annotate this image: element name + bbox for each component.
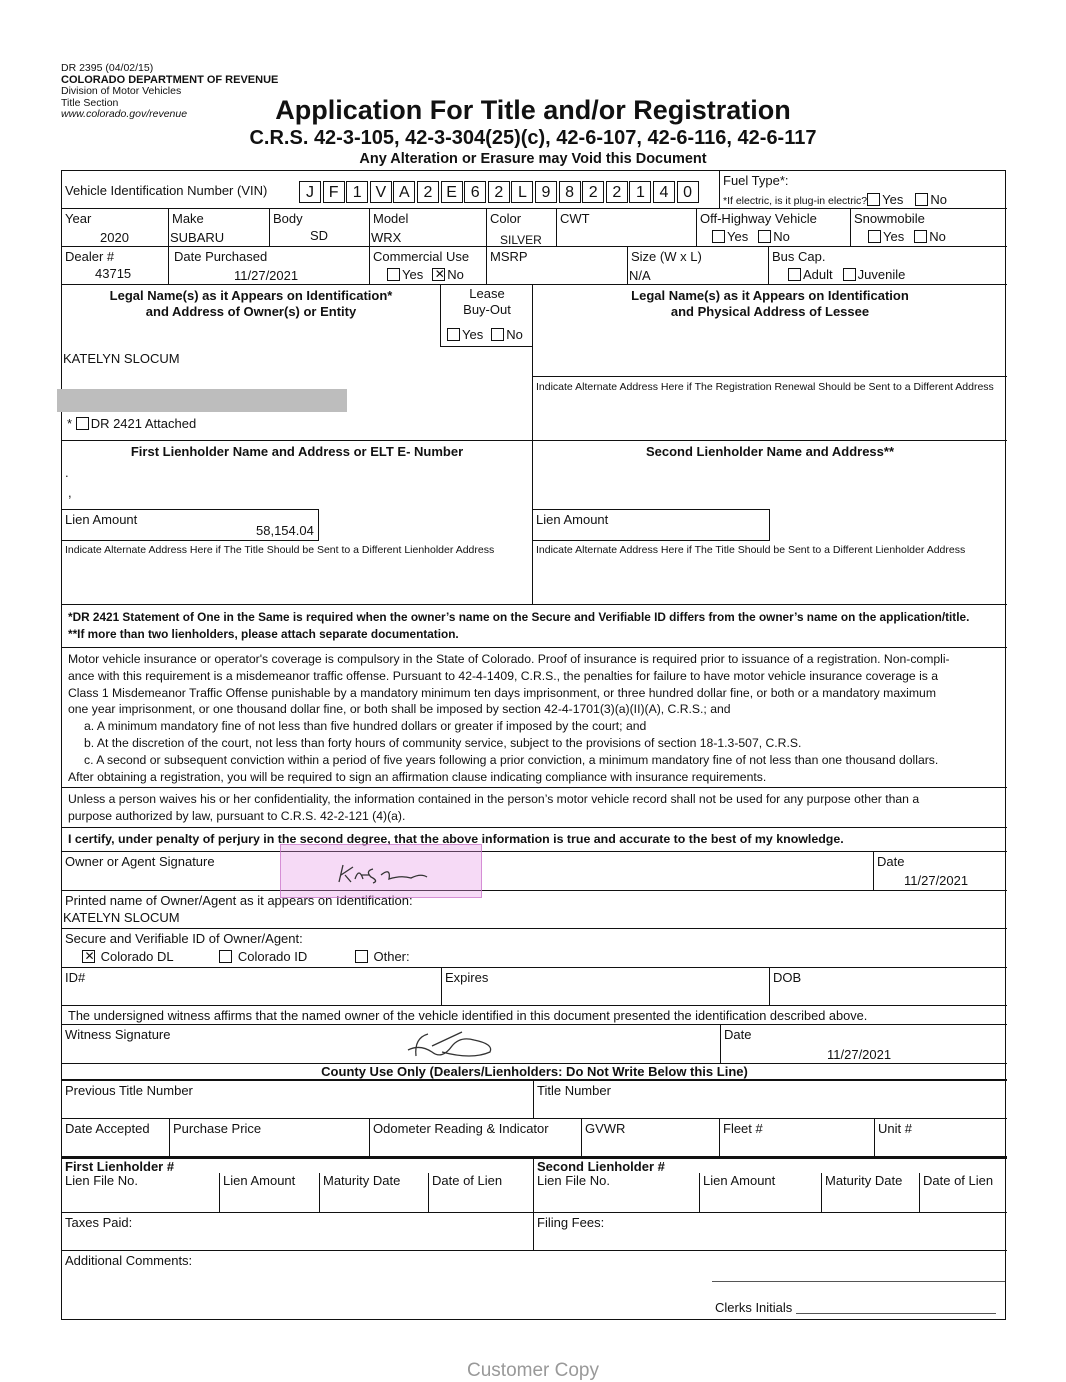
model-value[interactable]: WRX [371, 230, 402, 245]
lien1-maturity-cell [320, 1173, 429, 1213]
owner-heading: Legal Name(s) as it Appears on Identification* and Address of Owner(s) or Entity [109, 288, 393, 319]
fuel-electric: *If electric, is it plug-in electric? Yes No [723, 192, 947, 207]
body-label: Body [273, 211, 303, 226]
make-label: Make [172, 211, 204, 226]
vin-char-box[interactable]: A [393, 181, 415, 203]
lease-no-checkbox[interactable] [491, 328, 504, 341]
ohv-no-checkbox[interactable] [758, 230, 771, 243]
first-lien-amount-value[interactable]: 58,154.04 [256, 523, 314, 538]
lien1-file-cell [62, 1173, 220, 1213]
cwt-label: CWT [560, 211, 590, 226]
make-cell [169, 209, 270, 247]
second-lien-header-cell [534, 1157, 1007, 1173]
printed-name-label: Printed name of Owner/Agent as it appears on Identification: [65, 893, 413, 908]
first-lienholder-line1[interactable]: . [65, 465, 69, 480]
second-lien-amount-label: Lien Amount [536, 512, 609, 527]
unit-cell [875, 1119, 1007, 1157]
date-purchased-label: Date Purchased [174, 249, 268, 264]
model-cell [370, 209, 487, 247]
odometer-cell [370, 1119, 582, 1157]
secure-id-label: Secure and Verifiable ID of Owner/Agent: [65, 931, 303, 946]
form-body [61, 170, 1006, 1320]
id-number-cell [62, 968, 442, 1006]
commercial-use-label: Commercial Use [373, 249, 470, 264]
dealer-label: Dealer # [65, 249, 115, 264]
fuel-no-checkbox[interactable] [915, 193, 928, 206]
witness-affirm-text: The undersigned witness affirms that the named owner of the vehicle identified in this document presented the identification described above. [68, 1008, 868, 1023]
date-accepted-cell [62, 1119, 170, 1157]
vin-char-box[interactable]: E [441, 181, 463, 203]
vin-char-box[interactable]: 2 [488, 181, 510, 203]
owner-signature-date-value[interactable]: 11/27/2021 [904, 873, 969, 888]
fleet-cell [720, 1119, 875, 1157]
owner-signature-image [281, 845, 483, 899]
first-lien-amount-label: Lien Amount [65, 512, 138, 527]
body-value[interactable]: SD [310, 228, 329, 243]
vin-char-box[interactable]: 4 [653, 181, 675, 203]
county-heading: County Use Only (Dealers/Lienholders: Do Not Write Below this Line) [321, 1064, 748, 1079]
insurance-cell [62, 648, 1007, 788]
unit-label: Unit # [878, 1121, 912, 1136]
lien1-maturity-label: Maturity Date [323, 1173, 401, 1188]
redacted-address [57, 389, 347, 412]
size-value[interactable]: N/A [629, 268, 651, 283]
insurance-text: Motor vehicle insurance or operator's coverage is compulsory in the State of Colorado. Proof of insurance is required prior to issuance of a registration. Non-compli- ance with this requirement is a misdemeanor traffic offense. Pursuant to 42-4-1409, C.R.S., the penalties for failure to have motor vehicle insurance coverage is a Class 1 Misdemeanor Traffic Offense punishable by a mandatory minimum ten days imprisonment, or three hundred dollar fine, or both or a mandatory maximum one year imprisonment, or one thousand dollar fine, or both shall be imposed by section 42-4-1701(3)(a)(II)(A), C.R.S.; and a. A minimum mandatory fine of not less than five hundred dollars or greater if imposed by the court; and b. At the discretion of the court, not less than forty hours of community service, subject to the provisions of section 18-1.3-507, C.R.S. c. A second or subsequent conviction within a period of five years following a prior conviction, a minimum mandatory fine of not less than one thousand dollars. After obtaining a registration, you will be required to sign an affirmation clause indicating compliance with insurance requirements. [68, 652, 950, 784]
website: www.colorado.gov/revenue [61, 108, 188, 120]
second-lien-number-label: Second Lienholder # [537, 1159, 665, 1173]
first-lien-alt-cell [62, 541, 533, 605]
lessee-alt-label: Indicate Alternate Address Here if The Registration Renewal Should be Sent to a Different Address [536, 381, 994, 393]
notes-cell [62, 605, 1007, 648]
bus-cell [769, 247, 1007, 285]
lien2-amount-cell [700, 1173, 822, 1213]
witness-signature-label: Witness Signature [65, 1027, 171, 1042]
lien1-date-cell [429, 1173, 534, 1213]
witness-date-label: Date [724, 1027, 752, 1042]
department: COLORADO DEPARTMENT OF REVENUE [61, 73, 279, 86]
privacy-text: Unless a person waives his or her confidentiality, the information contained in the person’s motor vehicle record shall not be used for any purpose other than a purpose authorized by law, pursuant to C.R.S. 42-2-121 (4)(a). [68, 792, 920, 823]
snow-no-checkbox[interactable] [914, 230, 927, 243]
first-lien-header-cell [62, 1157, 534, 1173]
colorado-dl-checkbox[interactable] [82, 950, 95, 963]
vin-char-box[interactable]: 8 [559, 181, 581, 203]
notes-text: *DR 2421 Statement of One in the Same is required when the owner’s name on the Secure and Verifiable ID differs from the owner’s name on the application/title. **If more than two lienholders, please attach separate documentation. [68, 610, 970, 641]
bus-label: Bus Cap. [772, 249, 826, 264]
witness-affirm-cell [62, 1006, 1007, 1025]
lien2-maturity-cell [822, 1173, 920, 1213]
color-cell [487, 209, 557, 247]
vin-char-box[interactable]: 0 [677, 181, 699, 203]
lease-buyout-cell [440, 285, 533, 347]
filing-fees-cell [534, 1213, 1007, 1251]
printed-name-cell [62, 891, 1007, 929]
lien2-amount-label: Lien Amount [703, 1173, 776, 1188]
clerks-initials: Clerks Initials [715, 1300, 996, 1315]
color-value[interactable]: SILVER [500, 233, 542, 247]
comments-line [712, 1281, 1005, 1282]
vin-char-box[interactable]: 1 [346, 181, 368, 203]
snow-options: Yes No [868, 229, 946, 244]
lease-label: Lease Buy-Out [463, 286, 511, 317]
cwt-cell [557, 209, 697, 247]
ohv-options: Yes No [712, 229, 790, 244]
vin-char-box[interactable]: 2 [582, 181, 604, 203]
lease-yes-checkbox[interactable] [447, 328, 460, 341]
lien2-file-cell [534, 1173, 700, 1213]
body-cell [270, 209, 370, 247]
first-lien-number-label: First Lienholder # [65, 1159, 175, 1173]
prev-title-cell [62, 1081, 534, 1119]
lien1-amount-cell [220, 1173, 320, 1213]
lien1-amount-label: Lien Amount [223, 1173, 296, 1188]
second-lienholder-heading: Second Lienholder Name and Address** [645, 444, 895, 459]
vin-char-box[interactable]: F [323, 181, 345, 203]
filing-fees-label: Filing Fees: [537, 1215, 605, 1230]
snow-yes-checkbox[interactable] [868, 230, 881, 243]
purchase-price-cell [170, 1119, 370, 1157]
second-lien-alt-cell [533, 541, 1007, 605]
vin-char-box[interactable]: 2 [606, 181, 628, 203]
gvwr-label: GVWR [585, 1121, 626, 1136]
colorado-id-checkbox[interactable] [219, 950, 232, 963]
dr2421-checkbox[interactable] [76, 417, 89, 430]
witness-date-value[interactable]: 11/27/2021 [827, 1047, 892, 1062]
make-value[interactable]: SUBARU [170, 230, 225, 245]
secure-id-cell [62, 929, 1007, 968]
witness-signature-image [402, 1026, 522, 1062]
lien2-file-label: Lien File No. [537, 1173, 610, 1188]
size-cell [628, 247, 769, 285]
date-accepted-label: Date Accepted [65, 1121, 150, 1136]
dealer-cell [62, 247, 169, 285]
year-cell [62, 209, 169, 247]
fleet-label: Fleet # [723, 1121, 763, 1136]
year-value[interactable]: 2020 [100, 230, 129, 245]
color-label: Color [490, 211, 522, 226]
msrp-cell [487, 247, 628, 285]
dr2421-attached: * DR 2421 Attached [67, 416, 197, 431]
lien2-date-cell [920, 1173, 1007, 1213]
vin-char-box[interactable]: J [299, 181, 321, 203]
commercial-no-checkbox[interactable] [432, 268, 445, 281]
commercial-yes-checkbox[interactable] [387, 268, 400, 281]
taxes-paid-label: Taxes Paid: [65, 1215, 133, 1230]
certify-cell [62, 828, 1007, 852]
odometer-label: Odometer Reading & Indicator [373, 1121, 549, 1136]
owner-signature-label: Owner or Agent Signature [65, 854, 215, 869]
secure-id-options: ✕ Colorado DL Colorado ID Other: [82, 949, 410, 964]
bus-options: Adult Juvenile [788, 267, 905, 282]
dob-label: DOB [773, 970, 802, 985]
owner-signature-date-cell [874, 852, 1007, 891]
bus-juvenile-checkbox[interactable] [843, 268, 856, 281]
vin-char-box[interactable]: L [511, 181, 533, 203]
bus-adult-checkbox[interactable] [788, 268, 801, 281]
commercial-use-cell [370, 247, 487, 285]
certify-text: I certify, under penalty of perjury in the second degree, that the above information is true and accurate to the best of my knowledge. [68, 832, 844, 846]
dob-cell [770, 968, 1007, 1006]
title-statutes: C.R.S. 42-3-105, 42-3-304(25)(c), 42-6-107, 42-6-116, 42-6-117 [249, 127, 817, 149]
owner-name[interactable]: KATELYN SLOCUM [63, 351, 180, 366]
first-lienholder-line2[interactable]: , [68, 485, 72, 500]
customer-copy-footer: Customer Copy [467, 1360, 599, 1381]
model-label: Model [373, 211, 409, 226]
msrp-label: MSRP [490, 249, 528, 264]
lessee-cell [533, 285, 1007, 377]
second-lien-amount-cell [533, 509, 770, 541]
id-number-label: ID# [65, 970, 86, 985]
ohv-label: Off-Highway Vehicle [700, 211, 817, 226]
dealer-value[interactable]: 43715 [95, 266, 132, 281]
purchase-price-label: Purchase Price [173, 1121, 262, 1136]
title-number-cell [534, 1081, 1007, 1119]
vin-char-box[interactable]: 6 [464, 181, 486, 203]
title-warning: Any Alteration or Erasure may Void this Document [359, 151, 707, 167]
comments-cell [62, 1251, 1007, 1319]
privacy-cell [62, 788, 1007, 828]
first-lienholder-heading: First Lienholder Name and Address or ELT E- Number [130, 444, 464, 459]
lessee-heading: Legal Name(s) as it Appears on Identification and Physical Address of Lessee [631, 288, 909, 319]
prev-title-label: Previous Title Number [65, 1083, 193, 1098]
comments-label: Additional Comments: [65, 1253, 193, 1268]
expires-label: Expires [445, 970, 489, 985]
lease-options: Yes No [447, 327, 523, 342]
title-main: Application For Title and/or Registration [275, 95, 791, 125]
first-lien-alt-label: Indicate Alternate Address Here if The Title Should be Sent to a Different Lienholder Address [65, 544, 495, 556]
gvwr-cell [582, 1119, 720, 1157]
size-label: Size (W x L) [631, 249, 702, 264]
lessee-alt-cell [533, 377, 1007, 441]
clerks-initials-line[interactable] [796, 1313, 996, 1314]
snow-label: Snowmobile [854, 211, 925, 226]
fuel-yes-checkbox[interactable] [867, 193, 880, 206]
fuel-label: Fuel Type*: [723, 173, 789, 188]
date-purchased-cell [169, 247, 370, 285]
vin-char-box[interactable]: 2 [417, 181, 439, 203]
title-number-label: Title Number [537, 1083, 611, 1098]
date-purchased-value[interactable]: 11/27/2021 [234, 268, 299, 283]
lien2-date-label: Date of Lien [923, 1173, 994, 1188]
vin-label: Vehicle Identification Number (VIN) [65, 183, 268, 198]
vin-char-box[interactable]: V [370, 181, 392, 203]
snow-cell [851, 209, 1007, 247]
vin-char-box[interactable]: 1 [629, 181, 651, 203]
witness-date-cell [721, 1025, 1007, 1064]
vin-cell [62, 171, 720, 209]
form-number: DR 2395 (04/02/15) [61, 62, 154, 74]
ohv-yes-checkbox[interactable] [712, 230, 725, 243]
commercial-options: Yes✕ No [387, 267, 464, 282]
owner-signature-box[interactable] [280, 844, 482, 898]
lien2-maturity-label: Maturity Date [825, 1173, 903, 1188]
fuel-cell [720, 171, 1007, 209]
expires-cell [442, 968, 770, 1006]
county-heading-cell [62, 1064, 1007, 1081]
printed-name-value[interactable]: KATELYN SLOCUM [63, 910, 180, 925]
form-title [0, 95, 1066, 168]
lien1-date-label: Date of Lien [432, 1173, 503, 1188]
taxes-paid-cell [62, 1213, 534, 1251]
ohv-cell [697, 209, 851, 247]
lien1-file-label: Lien File No. [65, 1173, 138, 1188]
year-label: Year [65, 211, 92, 226]
owner-signature-date-label: Date [877, 854, 905, 869]
other-id-checkbox[interactable] [355, 950, 368, 963]
section: Title Section [61, 96, 119, 109]
division: Division of Motor Vehicles [61, 85, 182, 97]
first-lien-amount-cell [62, 509, 319, 541]
vin-char-box[interactable]: 9 [535, 181, 557, 203]
second-lien-alt-label: Indicate Alternate Address Here if The Title Should be Sent to a Different Lienholder Address [536, 544, 966, 556]
witness-signature-cell [62, 1025, 721, 1064]
